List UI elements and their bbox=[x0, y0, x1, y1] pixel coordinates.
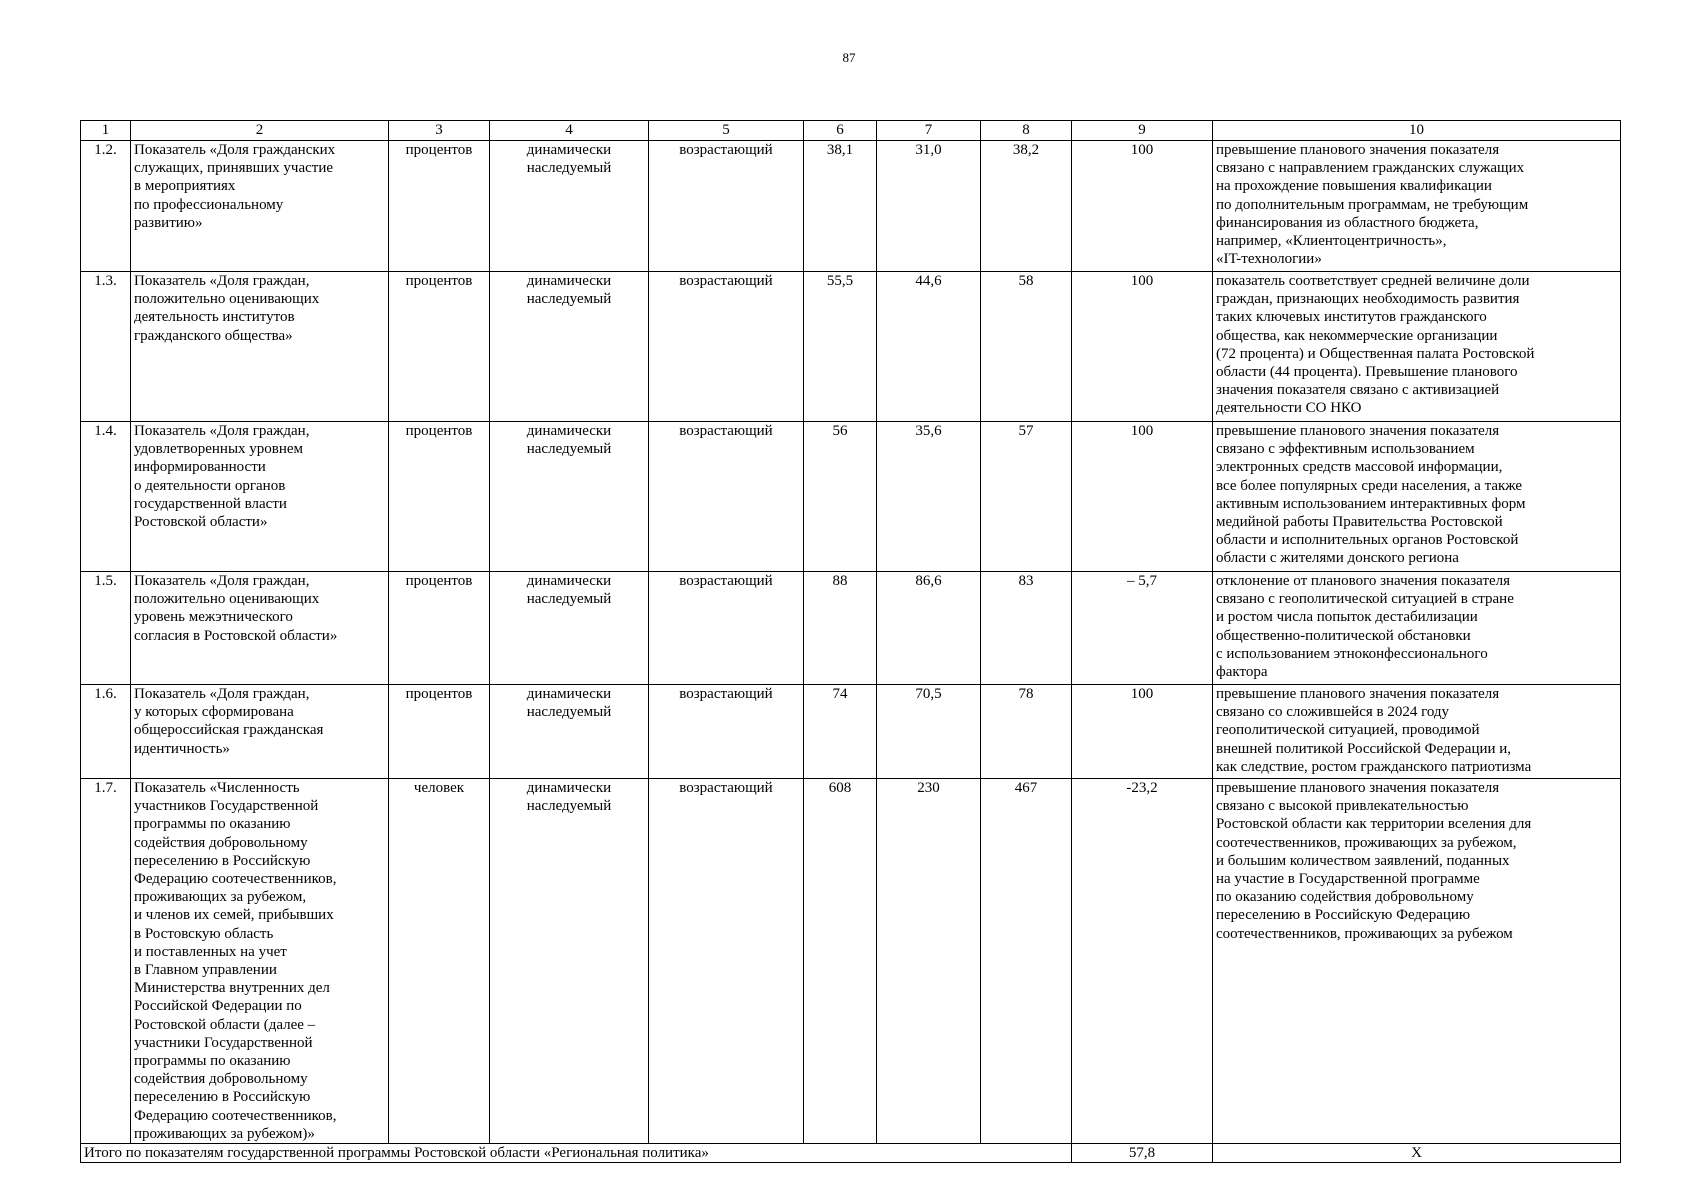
value-col9: 100 bbox=[1072, 422, 1213, 572]
explanation-note: превышение планового значения показателя связано с направлением гражданских служащих на прохождение повышения квалификации по дополнительным программам, не требующим финансирования из областного бюджета, например, «Клиентоцентричность», «IT-технологии» bbox=[1213, 141, 1621, 272]
explanation-note: отклонение от планового значения показателя связано с геополитической ситуацией в стране и ростом числа попыток дестабилизации общественно-политической обстановки с использованием этноконфессионального фактора bbox=[1213, 572, 1621, 685]
indicator-name: Показатель «Доля граждан, положительно оценивающих уровень межэтнического согласия в Ростовской области» bbox=[131, 572, 389, 685]
value-col9: – 5,7 bbox=[1072, 572, 1213, 685]
row-number: 1.2. bbox=[81, 141, 131, 272]
table-row bbox=[81, 572, 1621, 685]
explanation-note: превышение планового значения показателя связано с эффективным использованием электронных средств массовой информации, все более популярных среди населения, а также активным использованием интерактивных форм медийной работы Правительства Ростовской области и исполнительных органов Ростовской области с жителями донского региона bbox=[1213, 422, 1621, 572]
indicator-type: динамически наследуемый bbox=[490, 685, 649, 779]
unit-cell: процентов bbox=[389, 422, 490, 572]
indicator-direction: возрастающий bbox=[649, 141, 804, 272]
indicator-direction: возрастающий bbox=[649, 572, 804, 685]
indicator-name: Показатель «Численность участников Государственной программы по оказанию содействия добровольному переселению в Российскую Федерацию соотечественников, проживающих за рубежом, и членов их семей, прибывших в Ростовскую область и поставленных на учет в Главном управлении Министерства внутренних дел Российской Федерации по Ростовской области (далее – участники Государственной программы по оказанию содействия добровольному переселению в Российскую Федерацию соотечественников, проживающих за рубежом)» bbox=[131, 779, 389, 1144]
column-header: 8 bbox=[981, 121, 1072, 141]
total-label: Итого по показателям государственной программы Ростовской области «Региональная политика» bbox=[81, 1144, 1072, 1163]
column-header: 6 bbox=[804, 121, 877, 141]
value-col6: 55,5 bbox=[804, 272, 877, 422]
indicator-type: динамически наследуемый bbox=[490, 779, 649, 1144]
indicator-direction: возрастающий bbox=[649, 779, 804, 1144]
column-header: 2 bbox=[131, 121, 389, 141]
total-mark: Х bbox=[1213, 1144, 1621, 1163]
value-col9: 100 bbox=[1072, 141, 1213, 272]
indicator-name: Показатель «Доля граждан, у которых сформирована общероссийская гражданская идентичность» bbox=[131, 685, 389, 779]
page-number: 87 bbox=[842, 50, 856, 65]
column-header: 9 bbox=[1072, 121, 1213, 141]
indicator-direction: возрастающий bbox=[649, 272, 804, 422]
column-header: 4 bbox=[490, 121, 649, 141]
unit-cell: процентов bbox=[389, 141, 490, 272]
row-number: 1.6. bbox=[81, 685, 131, 779]
value-col9: 100 bbox=[1072, 272, 1213, 422]
value-col7: 86,6 bbox=[877, 572, 981, 685]
unit-cell: процентов bbox=[389, 572, 490, 685]
value-col8: 58 bbox=[981, 272, 1072, 422]
value-col7: 35,6 bbox=[877, 422, 981, 572]
column-header: 7 bbox=[877, 121, 981, 141]
unit-cell: человек bbox=[389, 779, 490, 1144]
column-header: 3 bbox=[389, 121, 490, 141]
indicator-name: Показатель «Доля граждан, удовлетворенных уровнем информированности о деятельности органов государственной власти Ростовской области» bbox=[131, 422, 389, 572]
unit-cell: процентов bbox=[389, 272, 490, 422]
value-col8: 83 bbox=[981, 572, 1072, 685]
indicator-direction: возрастающий bbox=[649, 422, 804, 572]
unit-cell: процентов bbox=[389, 685, 490, 779]
row-number: 1.7. bbox=[81, 779, 131, 1144]
indicator-direction: возрастающий bbox=[649, 685, 804, 779]
table-row bbox=[81, 141, 1621, 272]
indicator-type: динамически наследуемый bbox=[490, 272, 649, 422]
value-col6: 88 bbox=[804, 572, 877, 685]
explanation-note: показатель соответствует средней величине доли граждан, признающих необходимость развития таких ключевых институтов гражданского общества, как некоммерческие организации (72 процента) и Общественная палата Ростовской области (44 процента). Превышение планового значения показателя связано с активизацией деятельности СО НКО bbox=[1213, 272, 1621, 422]
value-col7: 44,6 bbox=[877, 272, 981, 422]
indicator-type: динамически наследуемый bbox=[490, 422, 649, 572]
table-row bbox=[81, 779, 1621, 1144]
indicators-table bbox=[80, 120, 1621, 1163]
value-col6: 56 bbox=[804, 422, 877, 572]
indicator-type: динамически наследуемый bbox=[490, 141, 649, 272]
indicator-name: Показатель «Доля гражданских служащих, принявших участие в мероприятиях по профессиональному развитию» bbox=[131, 141, 389, 272]
total-value: 57,8 bbox=[1072, 1144, 1213, 1163]
column-header: 5 bbox=[649, 121, 804, 141]
explanation-note: превышение планового значения показателя связано со сложившейся в 2024 году геополитической ситуацией, проводимой внешней политикой Российской Федерации и, как следствие, ростом гражданского патриотизма bbox=[1213, 685, 1621, 779]
table-row bbox=[81, 685, 1621, 779]
indicator-type: динамически наследуемый bbox=[490, 572, 649, 685]
indicator-name: Показатель «Доля граждан, положительно оценивающих деятельность институтов гражданского общества» bbox=[131, 272, 389, 422]
value-col8: 38,2 bbox=[981, 141, 1072, 272]
header-row bbox=[81, 121, 1621, 141]
value-col8: 467 bbox=[981, 779, 1072, 1144]
value-col7: 31,0 bbox=[877, 141, 981, 272]
value-col7: 230 bbox=[877, 779, 981, 1144]
value-col9: -23,2 bbox=[1072, 779, 1213, 1144]
value-col6: 38,1 bbox=[804, 141, 877, 272]
value-col6: 608 bbox=[804, 779, 877, 1144]
table-row bbox=[81, 272, 1621, 422]
table-row bbox=[81, 422, 1621, 572]
value-col6: 74 bbox=[804, 685, 877, 779]
explanation-note: превышение планового значения показателя связано с высокой привлекательностью Ростовской области как территории вселения для соотечественников, проживающих за рубежом, и большим количеством заявлений, поданных на участие в Государственной программе по оказанию содействия добровольному переселению в Российскую Федерацию соотечественников, проживающих за рубежом bbox=[1213, 779, 1621, 1144]
value-col8: 78 bbox=[981, 685, 1072, 779]
row-number: 1.4. bbox=[81, 422, 131, 572]
column-header: 1 bbox=[81, 121, 131, 141]
total-row bbox=[81, 1144, 1621, 1163]
value-col8: 57 bbox=[981, 422, 1072, 572]
row-number: 1.3. bbox=[81, 272, 131, 422]
value-col7: 70,5 bbox=[877, 685, 981, 779]
value-col9: 100 bbox=[1072, 685, 1213, 779]
row-number: 1.5. bbox=[81, 572, 131, 685]
column-header: 10 bbox=[1213, 121, 1621, 141]
